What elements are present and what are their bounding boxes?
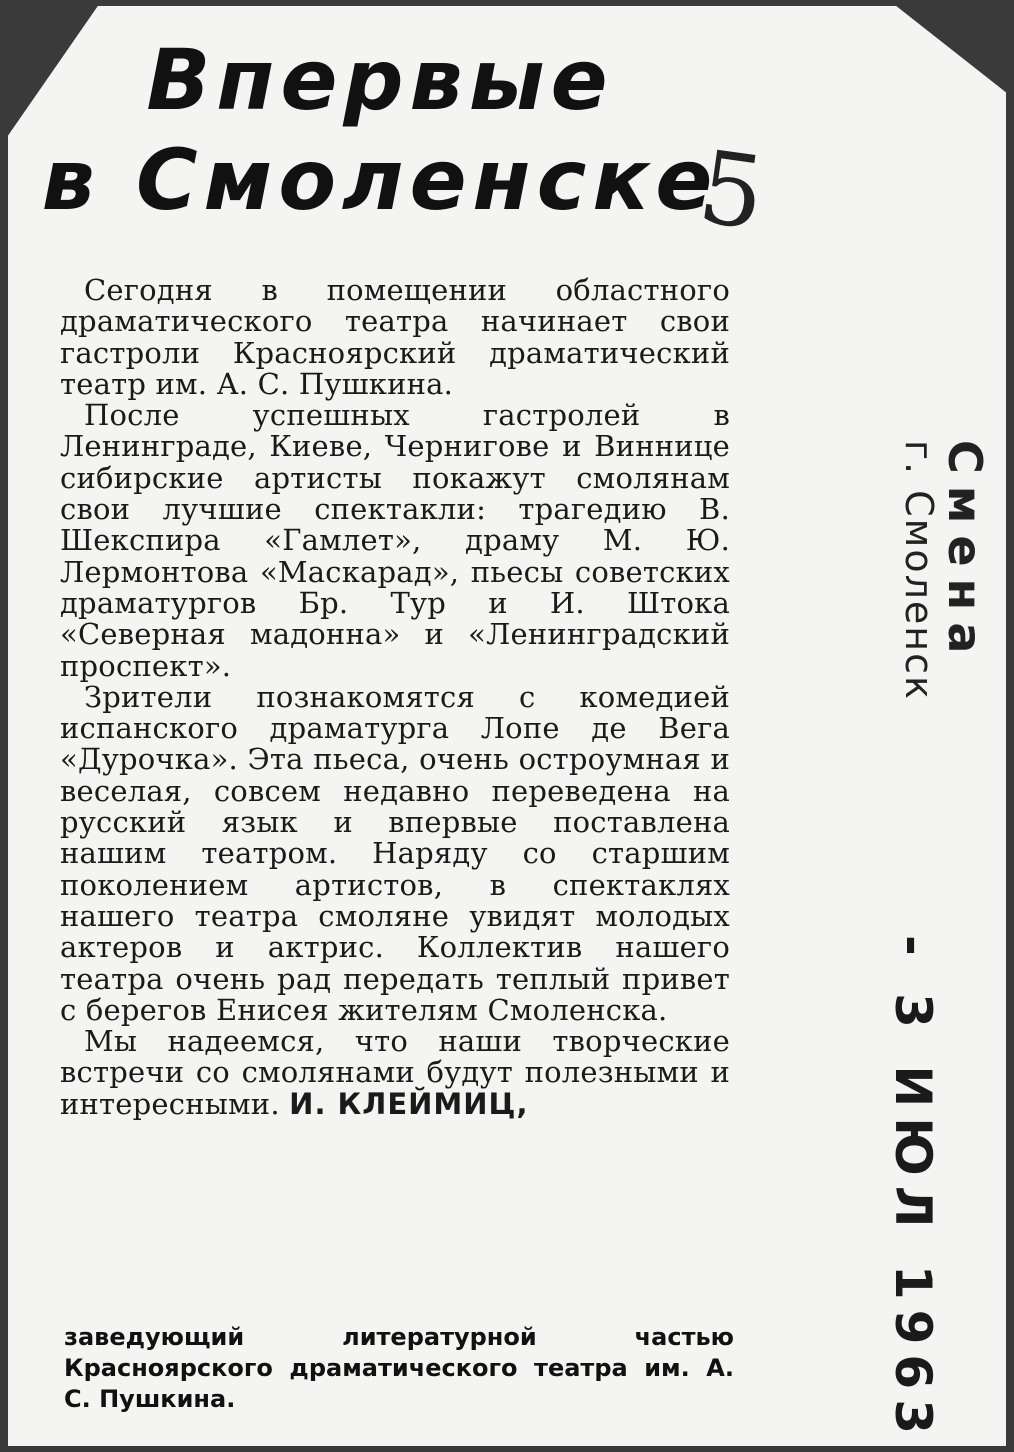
- newspaper-stamp: [898, 440, 990, 701]
- paragraph-1: Сегодня в помещении областного драматического театра начинает свои гастроли Красноярский драматический театр им. А. С. Пушкина.: [60, 273, 730, 401]
- headline-line-2: в Смоленске: [41, 131, 719, 229]
- paragraph-4-text: Мы надеемся, что наши творческие встречи со смолянами будут полезными и интересными.: [60, 1024, 730, 1121]
- author-name: И. КЛЕЙМИЦ,: [289, 1086, 529, 1121]
- stamp-city: г. Смоленск: [897, 440, 941, 701]
- headline-line-1: Впервые: [146, 31, 614, 129]
- paragraph-2: После успешных гастролей в Ленинграде, Киеве, Чернигове и Виннице сибирские артисты покажут смолянам свои лучшие спектакли: трагедию В. Шекспира «Гамлет», драму М. Ю. Лермонтова «Маскарад», пьесы советских драматургов Бр. Тур и И. Штока «Северная мадонна» и «Ленинградский проспект».: [60, 398, 730, 683]
- paragraph-4: [60, 1026, 730, 1120]
- date-stamp: - 3 ИЮЛ 1963: [884, 935, 942, 1444]
- stamp-newspaper-name: Смена: [938, 440, 992, 666]
- author-title: заведующий литературной частью Красноярского драматического театра им. А. С. Пушкина.: [64, 1323, 734, 1413]
- paragraph-3: Зрители познакомятся с комедией испанского драматурга Лопе де Вега «Дурочка». Эта пьеса, очень остроумная и веселая, совсем недавно переведена на русский язык и впервые поставлена нашим театром. Наряду со старшим поколением артистов, в спектаклях нашего театра смоляне увидят молодых актеров и актрис. Коллектив нашего театра очень рад передать теплый привет с берегов Енисея жителям Смоленска.: [60, 679, 730, 1027]
- article-body: [60, 275, 730, 1120]
- headline: [0, 30, 760, 230]
- handwritten-mark: 5: [692, 128, 772, 253]
